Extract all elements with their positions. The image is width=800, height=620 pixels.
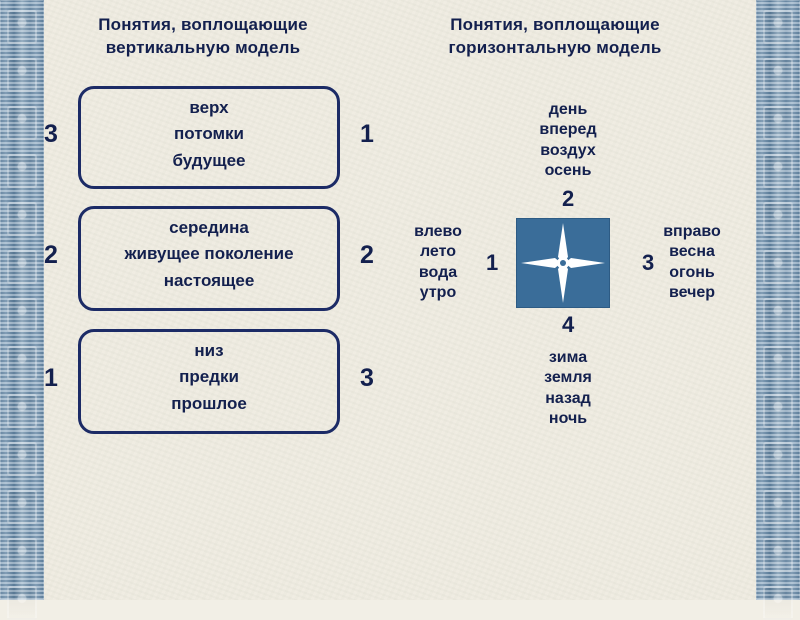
horizontal-right-line4: вечер	[668, 284, 716, 302]
vertical-model-title-line1: Понятия, воплощающие	[98, 15, 308, 34]
vertical-model-title	[58, 14, 348, 60]
vertical-group-middle-line1: середина	[169, 218, 249, 237]
border-glyph-icon	[7, 298, 37, 332]
vertical-group-top-line3: будущее	[172, 150, 246, 170]
border-glyph-icon	[7, 394, 37, 428]
decorative-right-border	[756, 0, 800, 600]
border-glyph-icon	[7, 58, 37, 92]
horizontal-bottom-line4: ночь	[548, 410, 588, 428]
border-glyph-icon	[763, 298, 793, 332]
horizontal-top-line4: осень	[544, 162, 592, 180]
border-glyph-icon	[7, 538, 37, 572]
horizontal-right-line2: весна	[669, 243, 715, 261]
horizontal-right-words	[652, 222, 732, 304]
vertical-group-middle-line2: живущее поколение	[124, 244, 294, 264]
border-glyph-icon	[7, 106, 37, 140]
vertical-group-middle-line3: настоящее	[163, 270, 255, 290]
vertical-group-box-bottom	[78, 329, 340, 434]
border-glyph-icon	[763, 58, 793, 92]
vertical-left-number-top: 3	[44, 120, 58, 148]
vertical-left-number-middle: 2	[44, 241, 58, 269]
vertical-group-top-line1: верх	[189, 98, 229, 117]
vertical-group-top-line2: потомки	[173, 124, 245, 144]
border-glyph-icon	[7, 154, 37, 188]
border-glyph-icon	[763, 154, 793, 188]
border-glyph-icon	[763, 106, 793, 140]
horizontal-top-line3: воздух	[540, 141, 596, 159]
vertical-right-number-middle: 2	[360, 241, 374, 269]
horizontal-left-line1: влево	[414, 223, 462, 240]
horizontal-top-line1: день	[548, 101, 588, 118]
vertical-right-number-bottom: 3	[360, 364, 374, 392]
border-glyph-icon	[763, 442, 793, 476]
horizontal-model-diagram	[390, 96, 730, 456]
border-glyph-icon	[7, 202, 37, 236]
horizontal-bottom-line2: земля	[544, 369, 592, 387]
vertical-left-number-bottom: 1	[44, 364, 58, 392]
horizontal-bottom-words	[508, 348, 628, 430]
border-glyph-icon	[763, 490, 793, 524]
horizontal-number-left: 1	[486, 250, 499, 275]
horizontal-bottom-line1: зима	[548, 349, 588, 366]
horizontal-left-line4: утро	[419, 284, 457, 302]
border-glyph-icon	[763, 346, 793, 380]
horizontal-bottom-line3: назад	[545, 389, 591, 407]
border-glyph-icon	[763, 202, 793, 236]
horizontal-top-words	[508, 100, 628, 182]
horizontal-number-right: 3	[642, 250, 655, 275]
vertical-model-title-line2: вертикальную модель	[105, 37, 301, 57]
horizontal-number-bottom: 4	[562, 312, 575, 337]
border-glyph-icon	[7, 346, 37, 380]
border-glyph-icon	[763, 586, 793, 620]
border-glyph-icon	[763, 538, 793, 572]
right-border-glyphs	[762, 10, 794, 620]
left-border-glyphs	[6, 10, 38, 620]
horizontal-number-top: 2	[562, 186, 575, 211]
border-glyph-icon	[763, 10, 793, 44]
vertical-group-box-middle	[78, 206, 340, 311]
horizontal-model-title-line1: Понятия, воплощающие	[450, 15, 660, 34]
horizontal-left-line3: вода	[418, 263, 458, 281]
horizontal-model-title	[390, 14, 720, 60]
horizontal-right-line1: вправо	[663, 223, 721, 240]
horizontal-top-line2: вперед	[539, 121, 597, 139]
border-glyph-icon	[7, 10, 37, 44]
border-glyph-icon	[7, 442, 37, 476]
vertical-group-bottom-line2: предки	[179, 367, 239, 387]
decorative-left-border	[0, 0, 44, 600]
border-glyph-icon	[7, 250, 37, 284]
vertical-right-number-top: 1	[360, 120, 374, 148]
compass-star-icon	[516, 218, 610, 308]
border-glyph-icon	[7, 490, 37, 524]
vertical-group-bottom-line1: низ	[194, 341, 224, 360]
vertical-group-bottom-line3: прошлое	[171, 393, 247, 413]
horizontal-model-title-line2: горизонтальную модель	[448, 37, 662, 57]
border-glyph-icon	[763, 394, 793, 428]
horizontal-left-line2: лето	[419, 243, 457, 261]
horizontal-left-words	[398, 222, 478, 304]
border-glyph-icon	[7, 586, 37, 620]
vertical-group-box-top	[78, 86, 340, 189]
horizontal-right-line3: огонь	[669, 263, 715, 281]
border-glyph-icon	[763, 250, 793, 284]
